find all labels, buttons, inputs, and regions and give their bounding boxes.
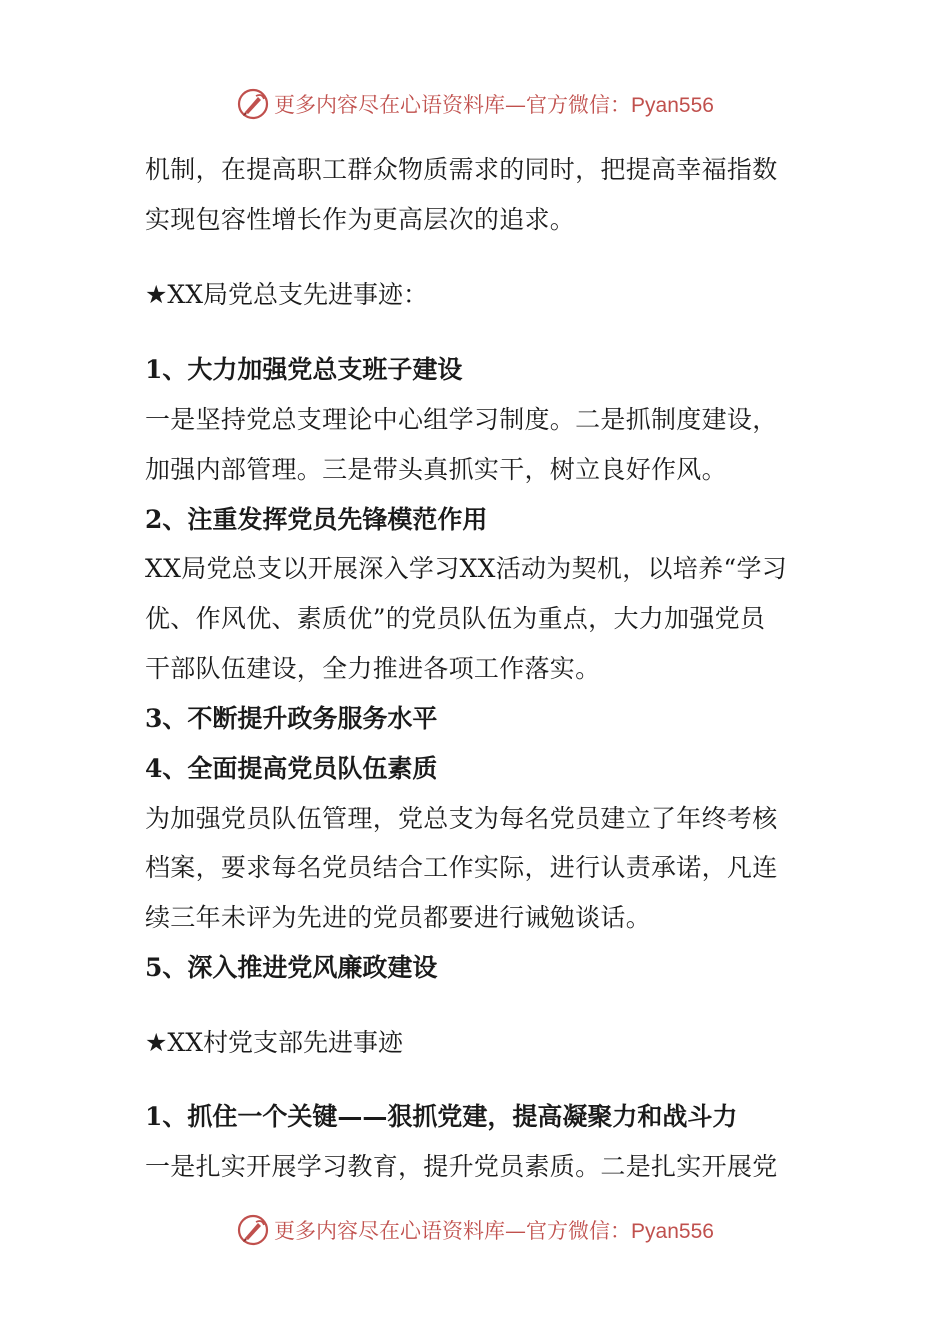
subheading-2: 2、注重发挥党员先锋模范作用 <box>145 505 488 534</box>
paragraph-line: 续三年未评为先进的党员都要进行诫勉谈话。 <box>145 903 652 932</box>
section-heading-village: ★XX村党支部先进事迹 <box>145 1028 404 1057</box>
subheading-village-1: 1、抓住一个关键——狠抓党建，提高凝聚力和战斗力 <box>145 1102 738 1131</box>
paragraph-line: 机制，在提高职工群众物质需求的同时，把提高幸福指数 <box>145 155 778 184</box>
subheading-4: 4、全面提高党员队伍素质 <box>145 754 438 783</box>
paragraph-line: 一是扎实开展学习教育，提升党员素质。二是扎实开展党 <box>145 1152 778 1181</box>
pen-logo-icon <box>236 1213 270 1247</box>
paragraph-line: 干部队伍建设，全力推进各项工作落实。 <box>145 654 601 683</box>
subheading-1: 1、大力加强党总支班子建设 <box>145 355 463 384</box>
footer-watermark-id: Pyan556 <box>631 1220 714 1243</box>
header-watermark-text: 更多内容尽在心语资料库—官方微信：Pyan556 <box>274 93 714 117</box>
paragraph-line: 为加强党员队伍管理，党总支为每名党员建立了年终考核 <box>145 804 778 833</box>
section-heading-bureau: ★XX局党总支先进事迹： <box>145 280 429 309</box>
header-watermark-banner <box>0 82 950 126</box>
subheading-5: 5、深入推进党风廉政建设 <box>145 953 438 982</box>
paragraph-line: 一是坚持党总支理论中心组学习制度。二是抓制度建设， <box>145 405 778 434</box>
subheading-3: 3、不断提升政务服务水平 <box>145 704 438 733</box>
paragraph-line: 优、作风优、素质优”的党员队伍为重点，大力加强党员 <box>145 604 766 633</box>
paragraph-line: 加强内部管理。三是带头真抓实干，树立良好作风。 <box>145 455 727 484</box>
paragraph-line: 实现包容性增长作为更高层次的追求。 <box>145 205 576 234</box>
pen-logo-icon <box>236 87 270 121</box>
footer-watermark-text: 更多内容尽在心语资料库—官方微信：Pyan556 <box>274 1219 714 1243</box>
footer-watermark-banner <box>0 1208 950 1252</box>
paragraph-line: 档案，要求每名党员结合工作实际，进行认责承诺，凡连 <box>145 853 778 882</box>
header-watermark-id: Pyan556 <box>631 94 714 117</box>
paragraph-line: XX局党总支以开展深入学习XX活动为契机，以培养“学习 <box>145 554 788 583</box>
